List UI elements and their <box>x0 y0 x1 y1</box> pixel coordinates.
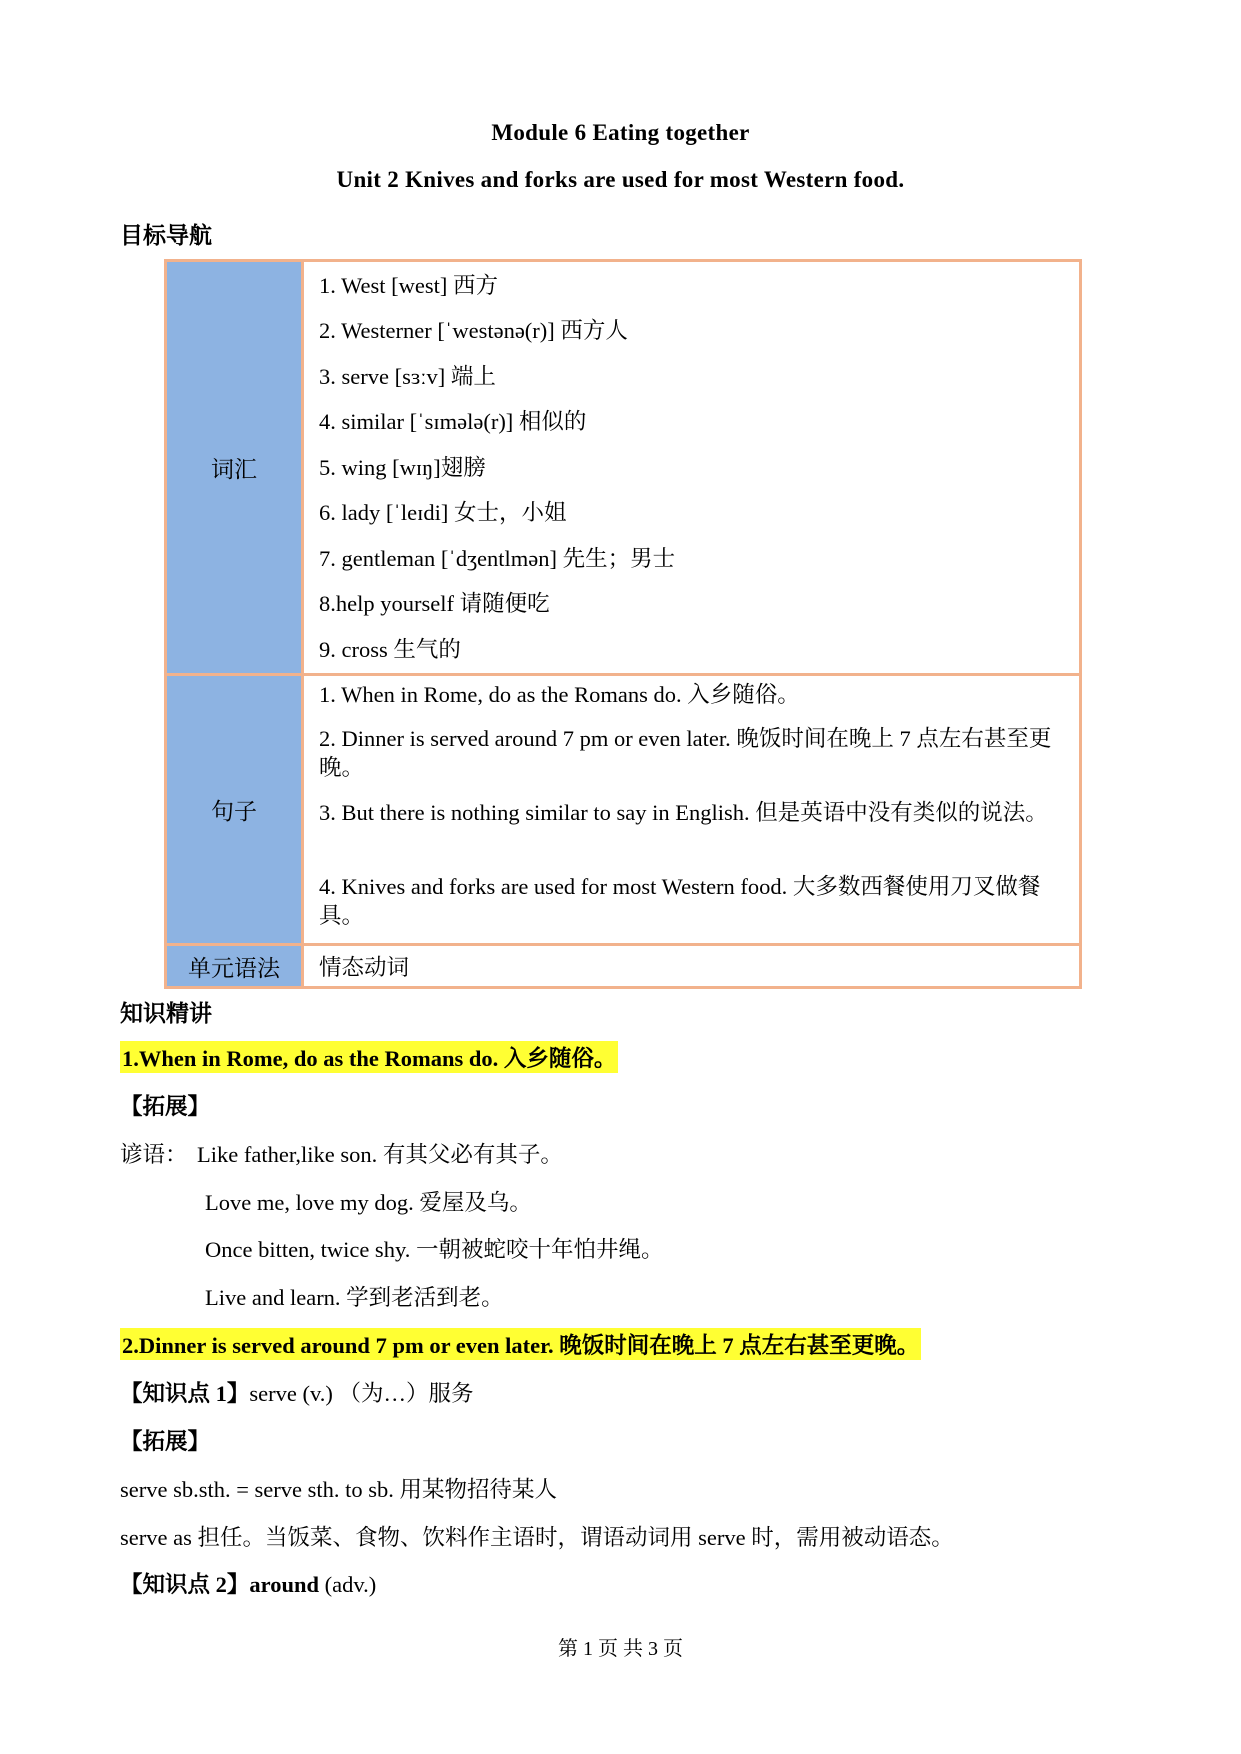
highlight-point-1: 1.When in Rome, do as the Romans do. 入乡随俗。 <box>120 1041 618 1073</box>
sentence-item: 1. When in Rome, do as the Romans do. 入乡随俗。 <box>319 682 800 707</box>
highlight-point-2: 2.Dinner is served around 7 pm or even later. 晚饭时间在晚上 7 点左右甚至更晚。 <box>120 1328 921 1360</box>
serve-usage-2: serve as 担任。当饭菜、食物、饮料作主语时，谓语动词用 serve 时，需用被动语态。 <box>120 1525 954 1550</box>
goals-table <box>164 259 1082 989</box>
sentences-label: 句子 <box>167 676 304 943</box>
vocab-row <box>167 262 1079 676</box>
knowledge-point-tag: 【知识点 2】 <box>120 1572 250 1597</box>
vocab-item: 3. serve [sɜːv] 端上 <box>319 364 496 389</box>
sentence-item: 4. Knives and forks are used for most Western food. 大多数西餐使用刀叉做餐具。 <box>319 874 1041 928</box>
section-heading-goals: 目标导航 <box>120 223 212 249</box>
proverb-item: Live and learn. 学到老活到老。 <box>205 1285 504 1310</box>
serve-usage-1: serve sb.sth. = serve sth. to sb. 用某物招待某人 <box>120 1477 558 1502</box>
section-heading-knowledge: 知识精讲 <box>120 1001 212 1027</box>
knowledge-point-tag: 【知识点 1】 <box>120 1381 250 1406</box>
proverb-item: Like father,like son. 有其父必有其子。 <box>197 1142 563 1167</box>
vocab-item: 7. gentleman [ˈdʒentlmən] 先生；男士 <box>319 546 676 571</box>
proverb-item: Love me, love my dog. 爱屋及乌。 <box>205 1190 532 1215</box>
sentence-item: 2. Dinner is served around 7 pm or even later. 晚饭时间在晚上 7 点左右甚至更晚。 <box>319 726 1052 780</box>
page-footer: 第 1 页 共 3 页 <box>558 1638 683 1660</box>
knowledge-point-text: serve (v.) （为…）服务 <box>249 1381 474 1406</box>
grammar-label: 单元语法 <box>167 946 304 986</box>
knowledge-point-2 <box>120 1567 376 1599</box>
grammar-row <box>167 946 1079 986</box>
unit-title: Unit 2 Knives and forks are used for most Western food. <box>336 167 905 192</box>
sentence-item: 3. But there is nothing similar to say in English. 但是英语中没有类似的说法。 <box>319 800 1048 825</box>
grammar-text: 情态动词 <box>319 955 410 980</box>
knowledge-point-pos: (adv.) <box>319 1572 377 1597</box>
vocab-label: 词汇 <box>167 262 304 673</box>
proverb-item: Once bitten, twice shy. 一朝被蛇咬十年怕井绳。 <box>205 1237 664 1262</box>
vocab-item: 5. wing [wɪŋ]翅膀 <box>319 455 486 480</box>
vocab-item: 9. cross 生气的 <box>319 637 461 662</box>
expand-tag: 【拓展】 <box>120 1429 211 1454</box>
knowledge-point-1 <box>120 1376 474 1408</box>
proverbs-prefix: 谚语： <box>120 1142 188 1167</box>
vocab-item: 4. similar [ˈsɪmələ(r)] 相似的 <box>319 409 587 434</box>
module-title: Module 6 Eating together <box>491 120 750 145</box>
vocab-item: 1. West [west] 西方 <box>319 273 499 298</box>
vocab-item: 6. lady [ˈleɪdi] 女士，小姐 <box>319 500 567 525</box>
knowledge-point-word: around <box>249 1572 320 1597</box>
expand-tag: 【拓展】 <box>120 1094 211 1119</box>
vocab-item: 8.help yourself 请随便吃 <box>319 591 550 616</box>
sentences-row <box>167 676 1079 946</box>
vocab-item: 2. Westerner [ˈwestənə(r)] 西方人 <box>319 318 628 343</box>
